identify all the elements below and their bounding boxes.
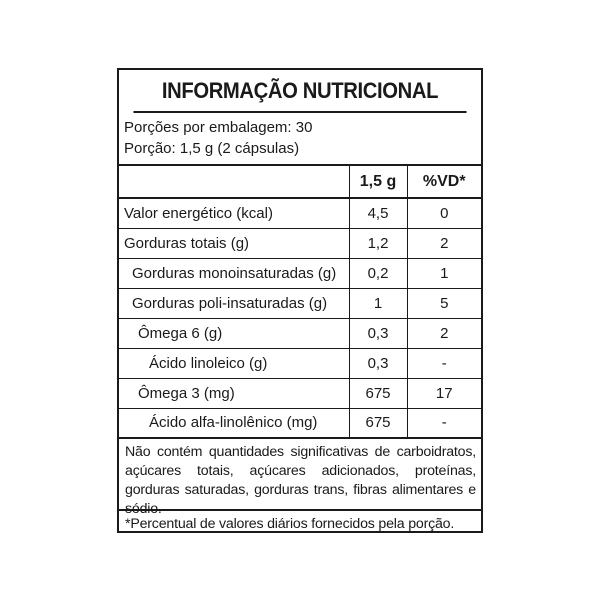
nutrient-amount: 1 bbox=[349, 288, 407, 318]
table-row bbox=[119, 378, 481, 408]
nutrient-amount: 675 bbox=[349, 408, 407, 438]
table-row bbox=[119, 348, 481, 378]
nutrient-name: Ômega 3 (mg) bbox=[119, 378, 349, 408]
nutrition-facts-label bbox=[117, 68, 483, 533]
nutrient-dv: 2 bbox=[407, 318, 481, 348]
nutrient-dv: 17 bbox=[407, 378, 481, 408]
servings-per-package: Porções por embalagem: 30 bbox=[124, 119, 313, 136]
table-row bbox=[119, 198, 481, 228]
table-row bbox=[119, 408, 481, 438]
nutrient-name: Gorduras totais (g) bbox=[119, 228, 349, 258]
table-header-row bbox=[119, 166, 481, 198]
nutrient-amount: 675 bbox=[349, 378, 407, 408]
nutrient-dv: - bbox=[407, 348, 481, 378]
column-header-dv: %VD* bbox=[407, 166, 481, 198]
column-header-amount: 1,5 g bbox=[349, 166, 407, 198]
nutrient-name: Gorduras monoinsaturadas (g) bbox=[119, 258, 349, 288]
label-title: INFORMAÇÃO NUTRICIONAL bbox=[133, 70, 466, 113]
table-row bbox=[119, 258, 481, 288]
nutrient-dv: 0 bbox=[407, 198, 481, 228]
serving-size: Porção: 1,5 g (2 cápsulas) bbox=[124, 140, 300, 157]
nutrient-dv: 1 bbox=[407, 258, 481, 288]
table-row bbox=[119, 288, 481, 318]
column-header-nutrient bbox=[119, 166, 349, 198]
nutrient-dv: - bbox=[407, 408, 481, 438]
nutrition-table bbox=[119, 166, 481, 439]
nutrient-dv: 5 bbox=[407, 288, 481, 318]
footnote-daily-value: *Percentual de valores diários fornecidos pela porção. bbox=[125, 516, 455, 532]
nutrient-name: Ácido linoleico (g) bbox=[119, 348, 349, 378]
nutrient-name: Ácido alfa-linolênico (mg) bbox=[119, 408, 349, 438]
nutrient-dv: 2 bbox=[407, 228, 481, 258]
footnote-not-significant: Não contém quantidades significativas de carboidratos, açúcares totais, açúcares adicionados, proteínas, gorduras saturadas, gorduras trans, fibras alimentares e sódio. bbox=[119, 439, 481, 511]
table-row bbox=[119, 318, 481, 348]
nutrient-name: Valor energético (kcal) bbox=[119, 198, 349, 228]
nutrient-amount: 0,3 bbox=[349, 318, 407, 348]
nutrient-amount: 0,3 bbox=[349, 348, 407, 378]
nutrient-name: Gorduras poli-insaturadas (g) bbox=[119, 288, 349, 318]
nutrient-amount: 1,2 bbox=[349, 228, 407, 258]
table-row bbox=[119, 228, 481, 258]
nutrient-name: Ômega 6 (g) bbox=[119, 318, 349, 348]
nutrient-amount: 0,2 bbox=[349, 258, 407, 288]
portion-info bbox=[119, 113, 481, 166]
nutrient-amount: 4,5 bbox=[349, 198, 407, 228]
